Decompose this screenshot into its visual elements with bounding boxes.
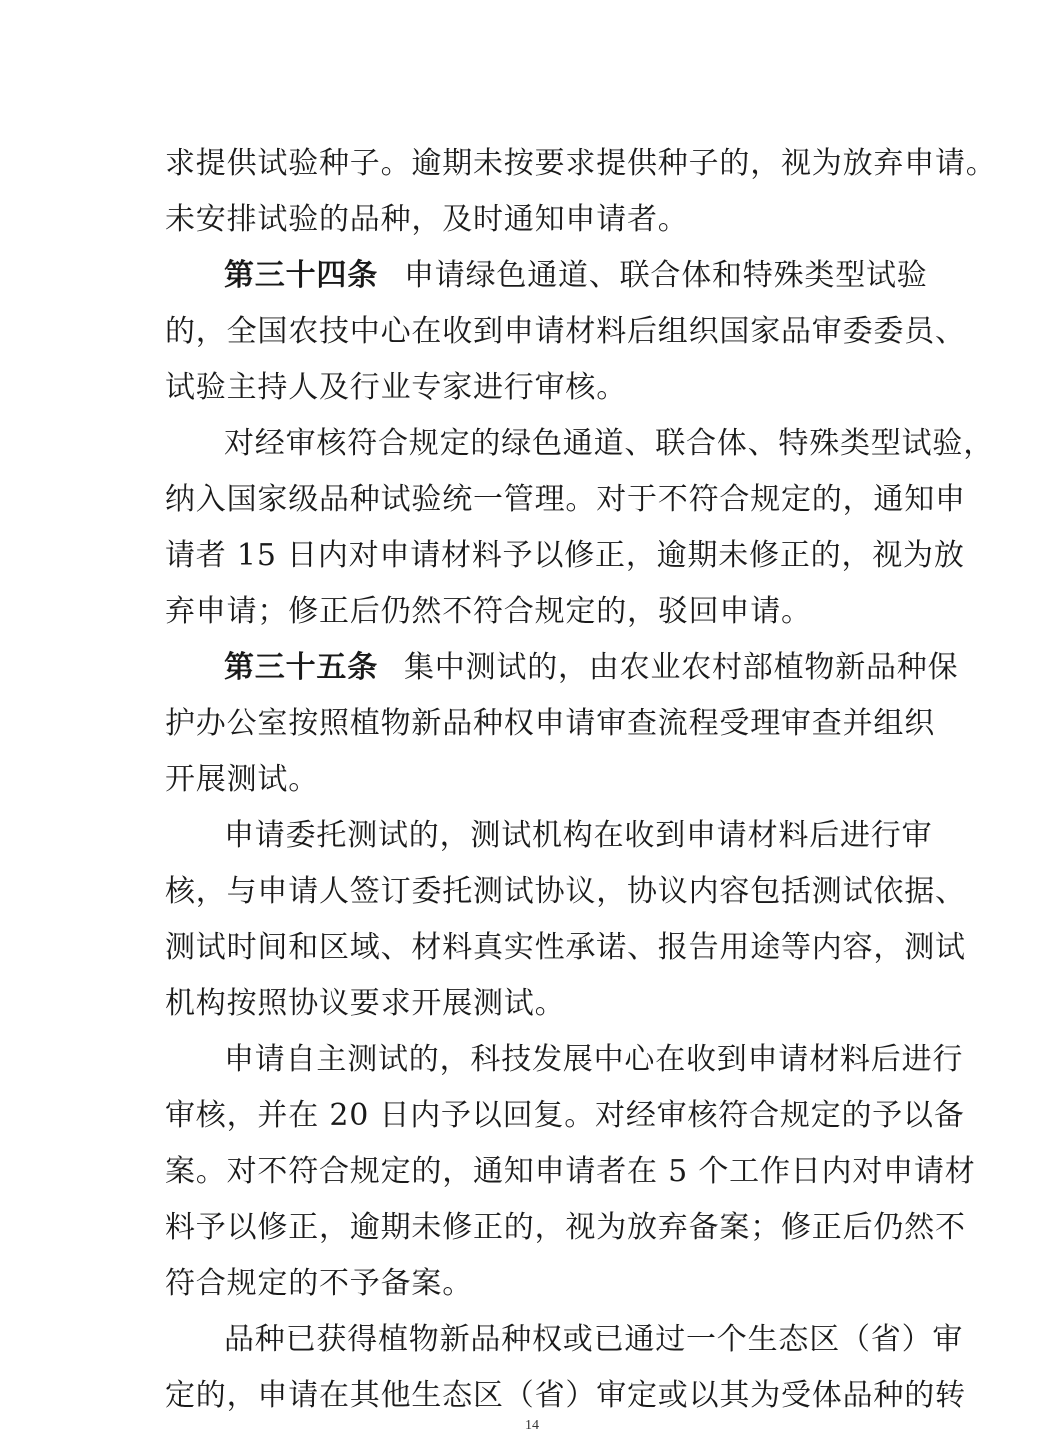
article-35-line [224, 648, 959, 688]
text-line: 审核，并在 20 日内予以回复。对经审核符合规定的予以备 [165, 1098, 965, 1133]
text-line: 品种已获得植物新品种权或已通过一个生态区（省）审 [224, 1322, 964, 1357]
text-line: 案。对不符合规定的，通知申请者在 5 个工作日内对申请材 [165, 1154, 976, 1189]
text-line: 纳入国家级品种试验统一管理。对于不符合规定的，通知申 [165, 482, 966, 517]
text-line: 弃申请；修正后仍然不符合规定的，驳回申请。 [165, 594, 812, 629]
text-line: 请者 15 日内对申请材料予以修正，逾期未修正的，视为放 [165, 538, 965, 573]
text-line: 申请自主测试的，科技发展中心在收到申请材料后进行 [224, 1042, 964, 1077]
text-line: 机构按照协议要求开展测试。 [165, 986, 566, 1021]
text-line: 核，与申请人签订委托测试协议，协议内容包括测试依据、 [165, 874, 966, 909]
text-line: 对经审核符合规定的绿色通道、联合体、特殊类型试验， [224, 426, 994, 461]
text-line: 符合规定的不予备案。 [165, 1266, 473, 1301]
text-line: 护办公室按照植物新品种权申请审查流程受理审查并组织 [165, 706, 935, 741]
text-line: 申请绿色通道、联合体和特殊类型试验 [404, 258, 928, 293]
text-line: 试验主持人及行业专家进行审核。 [165, 370, 627, 405]
text-line: 未安排试验的品种，及时通知申请者。 [165, 202, 689, 237]
text-line: 定的，申请在其他生态区（省）审定或以其为受体品种的转 [165, 1378, 966, 1413]
text-line: 集中测试的，由农业农村部植物新品种保 [404, 650, 959, 685]
text-line: 求提供试验种子。逾期未按要求提供种子的，视为放弃申请。 [165, 146, 997, 181]
page-number: 14 [525, 1418, 539, 1433]
text-line: 申请委托测试的，测试机构在收到申请材料后进行审 [224, 818, 933, 853]
article-34-line [224, 256, 928, 296]
article-35-heading: 第三十五条 [224, 650, 378, 685]
article-34-heading: 第三十四条 [224, 258, 378, 293]
text-line: 测试时间和区域、材料真实性承诺、报告用途等内容，测试 [165, 930, 966, 965]
text-line: 开展测试。 [165, 762, 319, 797]
text-line: 料予以修正，逾期未修正的，视为放弃备案；修正后仍然不 [165, 1210, 966, 1245]
text-line: 的，全国农技中心在收到申请材料后组织国家品审委委员、 [165, 314, 966, 349]
